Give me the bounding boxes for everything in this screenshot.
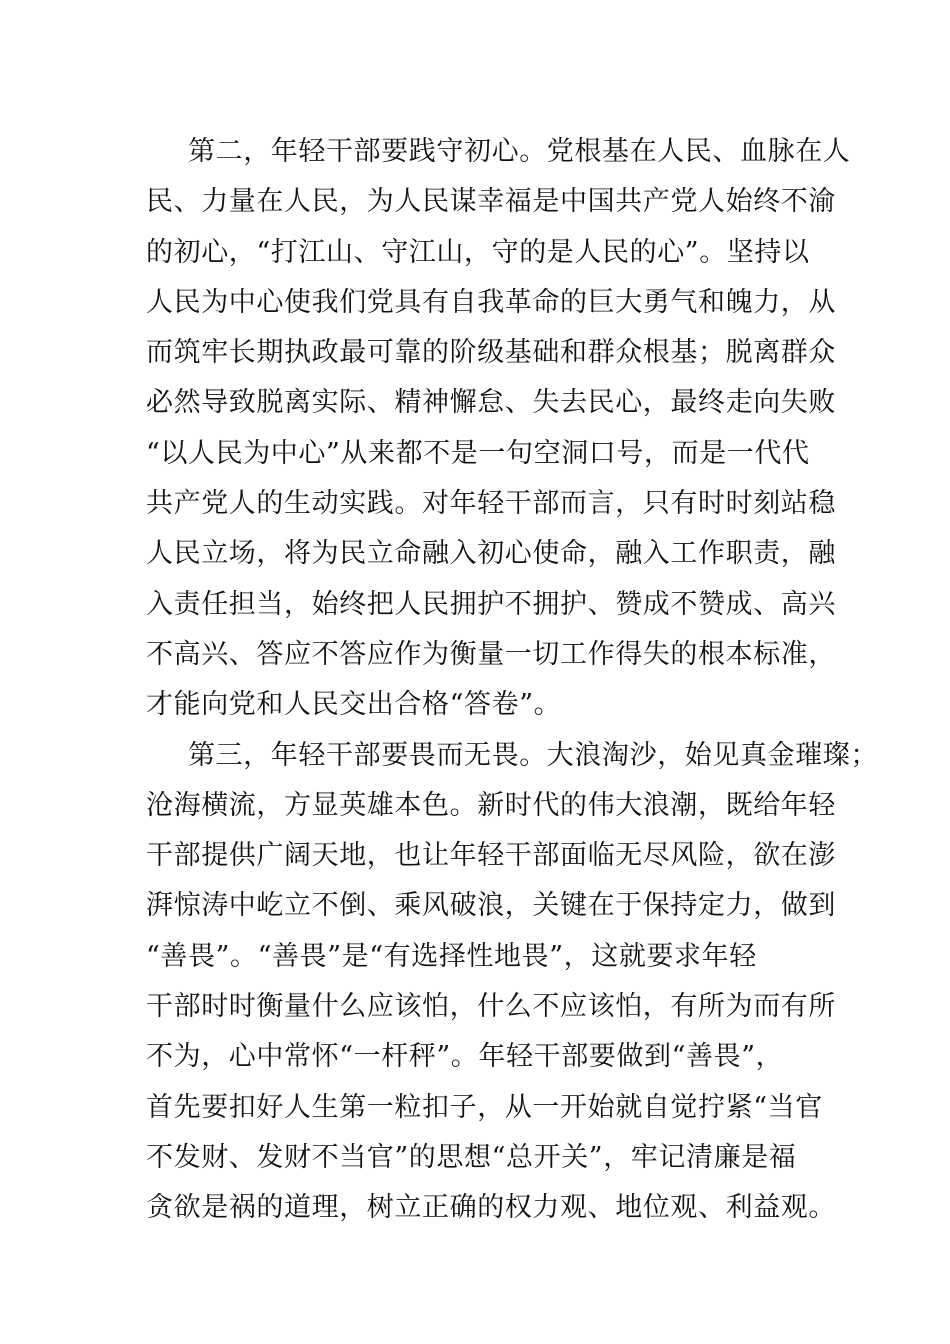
text-line: 才能向党和人民交出合格“答卷”。 xyxy=(146,689,562,721)
text-line: 民、力量在人民，为人民谋幸福是中国共产党人始终不渝 xyxy=(146,186,836,218)
text-line: 而筑牢长期执政最可靠的阶级基础和群众根基；脱离群众 xyxy=(146,337,836,369)
paragraph-second xyxy=(146,127,851,731)
text-line: “以人民为中心”从来都不是一句空洞口号，而是一代代 xyxy=(146,437,810,469)
text-line: 不发财、发财不当官”的思想“总开关”，牢记清廉是福 xyxy=(146,1141,797,1173)
text-line: 的初心，“打江山、守江山，守的是人民的心”。坚持以 xyxy=(146,236,810,268)
text-line: 首先要扣好人生第一粒扣子，从一开始就自觉拧紧“当官 xyxy=(146,1091,823,1123)
text-line: 必然导致脱离实际、精神懈怠、失去民心，最终走向失败 xyxy=(146,387,836,419)
text-line: 不高兴、答应不答应作为衡量一切工作得失的根本标准， xyxy=(146,638,836,670)
text-line: 第二，年轻干部要践守初心。党根基在人民、血脉在人 xyxy=(188,136,851,167)
text-line: 入责任担当，始终把人民拥护不拥护、赞成不赞成、高兴 xyxy=(146,588,836,620)
text-line: “善畏”。“善畏”是“有选择性地畏”，这就要求年轻 xyxy=(146,940,757,972)
text-line: 第三，年轻干部要畏而无畏。大浪淘沙，始见真金璀璨； xyxy=(188,739,878,771)
text-line: 干部提供广阔天地，也让年轻干部面临无尽风险，欲在澎 xyxy=(146,840,836,872)
text-line: 共产党人的生动实践。对年轻干部而言，只有时时刻站稳 xyxy=(146,488,836,520)
text-line: 贪欲是祸的道理，树立正确的权力观、地位观、利益观。 xyxy=(146,1192,836,1224)
text-line: 沧海横流，方显英雄本色。新时代的伟大浪潮，既给年轻 xyxy=(146,789,836,821)
text-line: 人民为中心使我们党具有自我革命的巨大勇气和魄力，从 xyxy=(146,286,836,318)
text-line: 不为，心中常怀“一杆秤”。年轻干部要做到“善畏”， xyxy=(146,1041,784,1073)
text-line: 人民立场，将为民立命融入初心使命，融入工作职责，融 xyxy=(146,538,836,570)
paragraph-third xyxy=(146,731,878,1234)
text-line: 干部时时衡量什么应该怕，什么不应该怕，有所为而有所 xyxy=(146,991,836,1023)
document-body xyxy=(146,127,878,1234)
text-line: 湃惊涛中屹立不倒、乘风破浪，关键在于保持定力，做到 xyxy=(146,890,836,922)
